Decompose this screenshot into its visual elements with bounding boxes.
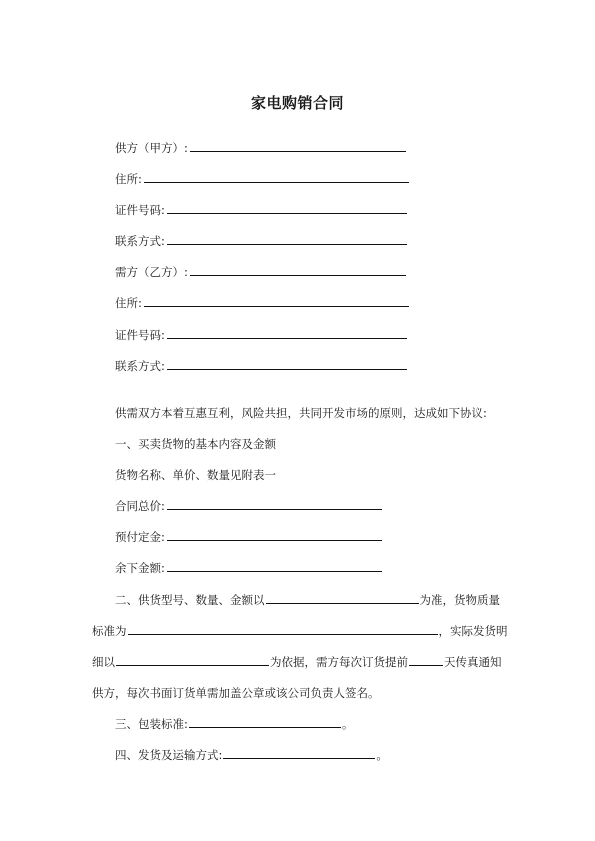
balance-blank (167, 560, 382, 572)
buyer-id-line (115, 327, 407, 343)
seller-address-label: 住所: (115, 172, 142, 186)
shipping-method-blank (223, 747, 375, 759)
packaging-blank (189, 716, 341, 728)
balance-label: 余下金额: (115, 561, 165, 575)
section2-line4: 供方，每次书面订货单需加盖公章或该公司负责人签名。 (92, 686, 380, 700)
spec-basis-blank (266, 592, 419, 604)
buyer-blank (190, 264, 406, 276)
balance-line (115, 560, 382, 576)
shipping-detail-blank (116, 654, 269, 666)
seller-contact-line (115, 233, 407, 249)
section4-end: 。 (376, 748, 388, 762)
deposit-blank (167, 529, 382, 541)
packaging-label: 三、包装标准: (115, 717, 188, 731)
section2-after-blank1: 为准，货物质量 (419, 593, 500, 607)
section2-line1 (115, 592, 500, 608)
deposit-line (115, 529, 382, 545)
buyer-label: 需方（乙方）: (115, 265, 188, 279)
shipping-method-label: 四、发货及运输方式: (115, 748, 223, 762)
total-price-blank (167, 498, 382, 510)
buyer-id-blank (167, 327, 407, 339)
seller-address-line (115, 171, 409, 187)
buyer-address-line (115, 295, 409, 311)
section2-line3-prefix: 细以 (92, 655, 115, 669)
advance-days-blank (409, 654, 443, 666)
seller-label: 供方（甲方）: (115, 141, 188, 155)
buyer-contact-label: 联系方式: (115, 359, 165, 373)
seller-address-blank (144, 171, 409, 183)
seller-id-label: 证件号码: (115, 203, 165, 217)
seller-contact-blank (167, 233, 407, 245)
section2-line3 (92, 654, 502, 670)
goods-note: 货物名称、单价、数量见附表一 (115, 468, 276, 482)
section2-line2-prefix: 标准为 (92, 624, 127, 638)
seller-id-blank (167, 202, 407, 214)
seller-id-line (115, 202, 407, 218)
buyer-id-label: 证件号码: (115, 328, 165, 342)
buyer-contact-line (115, 358, 407, 374)
buyer-address-blank (144, 295, 409, 307)
document-title: 家电购销合同 (250, 94, 344, 112)
section3-line (115, 716, 353, 732)
buyer-contact-blank (167, 358, 407, 370)
intro-paragraph: 供需双方本着互惠互利，风险共担，共同开发市场的原则，达成如下协议: (115, 406, 487, 420)
section1-heading: 一、买卖货物的基本内容及金额 (115, 437, 276, 451)
deposit-label: 预付定金: (115, 530, 165, 544)
section2-line2 (92, 623, 508, 639)
buyer-address-label: 住所: (115, 296, 142, 310)
total-price-line (115, 498, 382, 514)
buyer-line (115, 264, 406, 280)
section3-end: 。 (341, 717, 354, 731)
seller-line (115, 140, 406, 156)
section2-line2-suffix: ，实际发货明 (438, 624, 508, 638)
section4-line (115, 747, 388, 763)
seller-blank (190, 140, 406, 152)
quality-standard-blank (128, 623, 438, 635)
section2-line3-suffix: 天传真通知 (444, 655, 502, 669)
seller-contact-label: 联系方式: (115, 234, 165, 248)
total-price-label: 合同总价: (115, 499, 165, 513)
section2-prefix: 二、供货型号、数量、金额以 (115, 593, 265, 607)
section2-line3-mid: 为依据，需方每次订货提前 (270, 655, 408, 669)
